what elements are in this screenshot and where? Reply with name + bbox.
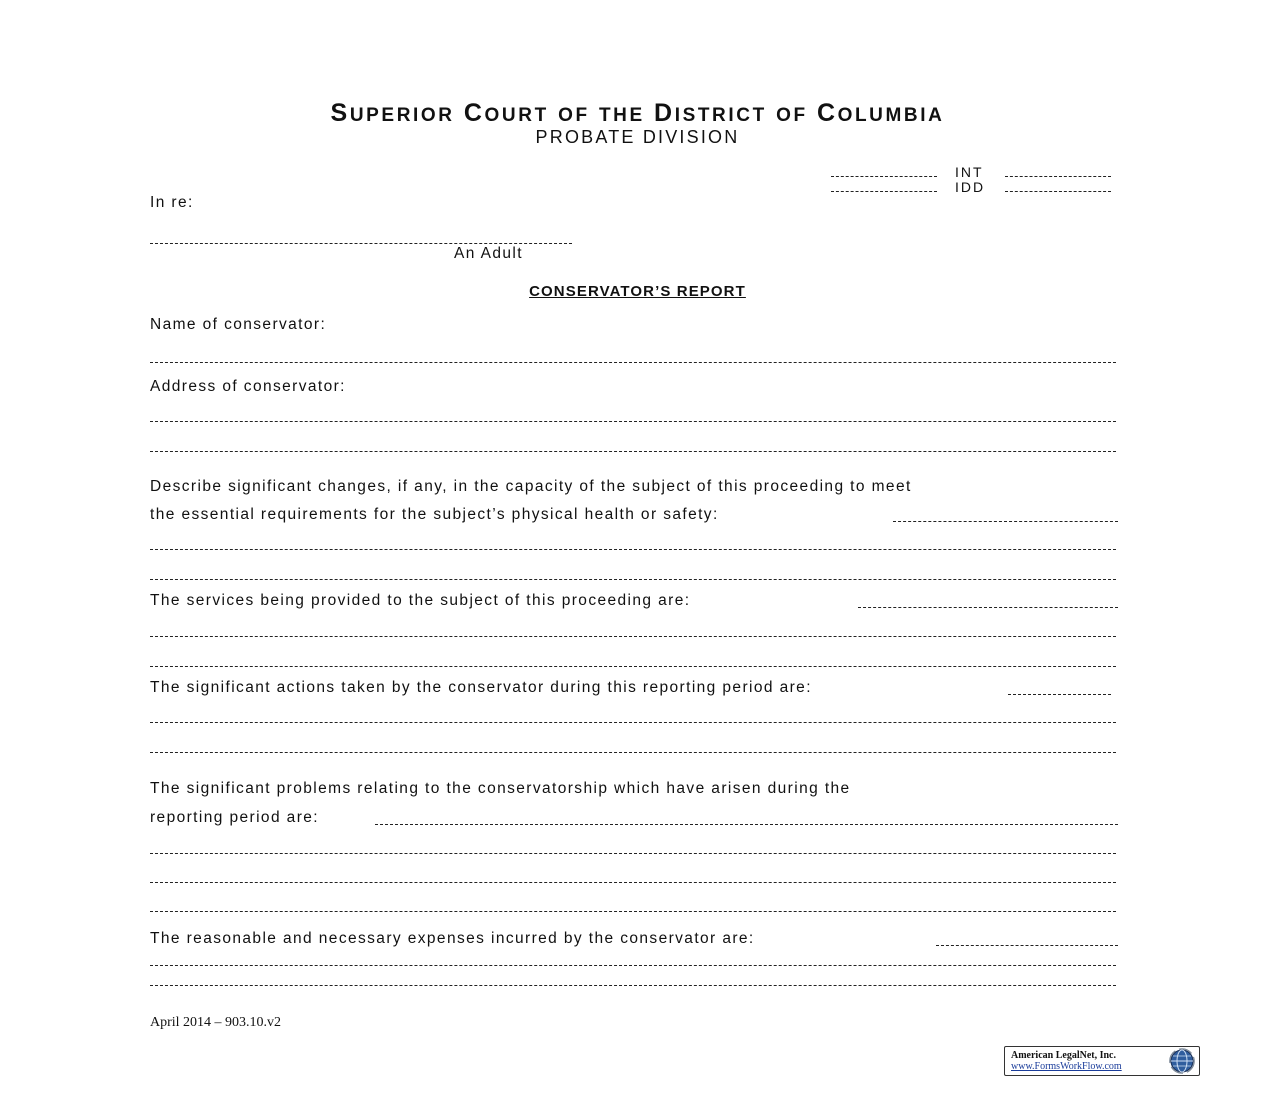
problems-answer-line[interactable] (150, 853, 1116, 854)
int-label: INT (955, 164, 984, 180)
problems-question-line2: reporting period are: (150, 809, 319, 826)
services-inline-blank[interactable] (858, 607, 1118, 608)
expenses-answer-line[interactable] (150, 985, 1116, 986)
expenses-answer-line[interactable] (150, 965, 1116, 966)
int-prefix-blank[interactable] (831, 176, 937, 177)
problems-answer-line[interactable] (150, 882, 1116, 883)
idd-suffix-blank[interactable] (1005, 191, 1111, 192)
address-answer-line[interactable] (150, 421, 1116, 422)
changes-answer-line[interactable] (150, 579, 1116, 580)
idd-label: IDD (955, 179, 986, 195)
name-label: Name of conservator: (150, 316, 327, 333)
division-title: PROBATE DIVISION (535, 127, 740, 147)
changes-question-line1: Describe significant changes, if any, in the capacity of the subject of this proceeding to meet (150, 478, 912, 495)
problems-inline-blank[interactable] (375, 824, 1118, 825)
address-answer-line[interactable] (150, 451, 1116, 452)
actions-answer-line[interactable] (150, 722, 1116, 723)
vendor-logo (1004, 1046, 1200, 1076)
actions-answer-line[interactable] (150, 752, 1116, 753)
form-revision: April 2014 – 903.10.v2 (150, 1015, 282, 1030)
in-re-label: In re: (150, 194, 194, 211)
globe-icon (1169, 1048, 1195, 1074)
problems-question-line1: The significant problems relating to the conservatorship which have arisen during the (150, 780, 851, 797)
changes-answer-line[interactable] (150, 549, 1116, 550)
subject-type-label: An Adult (454, 245, 523, 262)
subject-name-blank[interactable] (150, 243, 572, 244)
court-word: OF (776, 105, 808, 126)
court-word: SUPERIOR (330, 99, 455, 127)
court-word: DISTRICT (654, 99, 767, 127)
court-word: COURT (463, 99, 549, 127)
changes-question-line2: the essential requirements for the subject’s physical health or safety: (150, 506, 719, 523)
problems-answer-line[interactable] (150, 911, 1116, 912)
name-answer-line[interactable] (150, 362, 1116, 363)
vendor-link[interactable]: www.FormsWorkFlow.com (1011, 1061, 1122, 1072)
court-name (0, 99, 1275, 128)
services-answer-line[interactable] (150, 636, 1116, 637)
address-label: Address of conservator: (150, 378, 346, 395)
services-answer-line[interactable] (150, 666, 1116, 667)
vendor-name: American LegalNet, Inc. (1011, 1050, 1116, 1061)
court-word: OF (558, 105, 590, 126)
expenses-question: The reasonable and necessary expenses incurred by the conservator are: (150, 930, 755, 947)
form-title: CONSERVATOR’S REPORT (529, 283, 746, 300)
expenses-inline-blank[interactable] (936, 945, 1118, 946)
services-question: The services being provided to the subject of this proceeding are: (150, 592, 691, 609)
idd-prefix-blank[interactable] (831, 191, 937, 192)
court-word: THE (598, 105, 645, 126)
actions-inline-blank[interactable] (1008, 694, 1111, 695)
int-suffix-blank[interactable] (1005, 176, 1111, 177)
changes-inline-blank[interactable] (893, 521, 1118, 522)
actions-question: The significant actions taken by the conservator during this reporting period are: (150, 679, 812, 696)
court-word: COLUMBIA (816, 99, 945, 127)
